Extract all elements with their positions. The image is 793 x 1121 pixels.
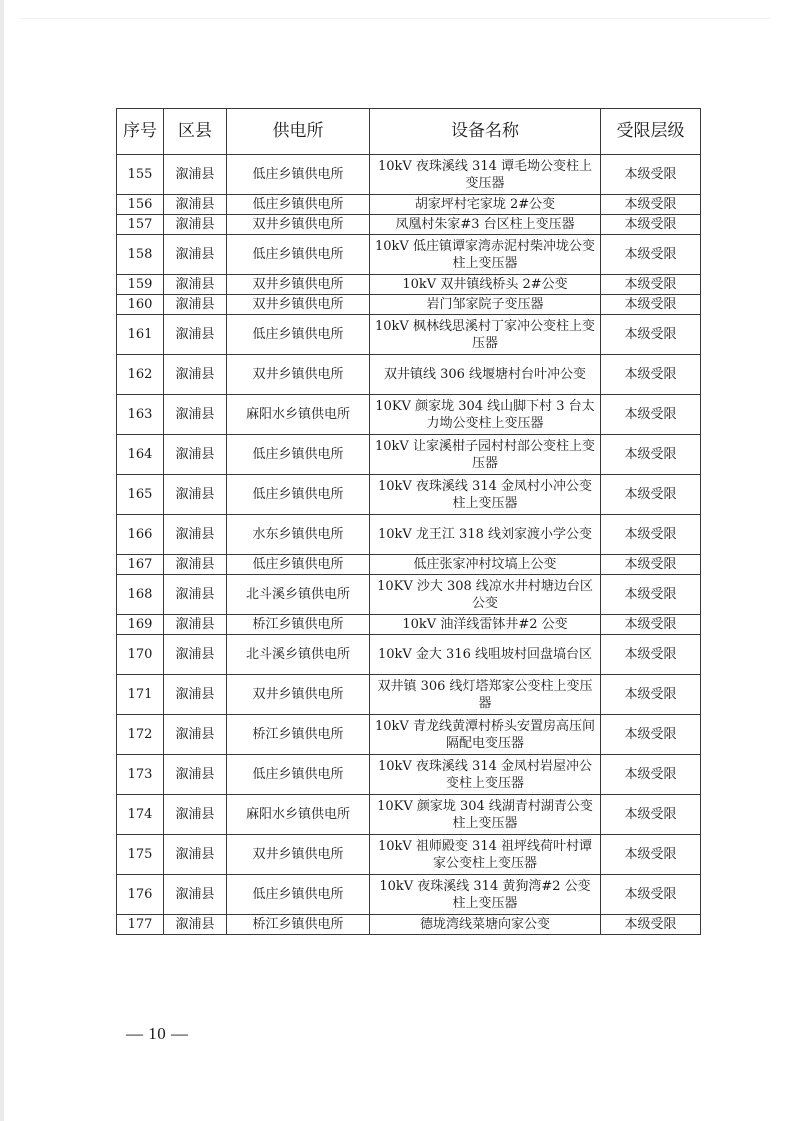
page-edge-shadow	[0, 0, 4, 1121]
table-row	[117, 795, 701, 835]
table-row	[117, 155, 701, 195]
row-station: 水东乡镇供电所	[227, 515, 370, 555]
table-row	[117, 675, 701, 715]
table-row	[117, 355, 701, 395]
row-county: 溆浦县	[164, 675, 227, 715]
row-device-name: 10KV 颜家垅 304 线山脚下村 3 台太力坳公变柱上变压器	[370, 395, 601, 435]
row-restriction-level: 本级受限	[601, 155, 701, 195]
row-number: 162	[117, 355, 164, 395]
row-restriction-level: 本级受限	[601, 215, 701, 235]
table-row	[117, 755, 701, 795]
row-county: 溆浦县	[164, 435, 227, 475]
row-station: 低庄乡镇供电所	[227, 195, 370, 215]
row-county: 溆浦县	[164, 315, 227, 355]
row-restriction-level: 本级受限	[601, 475, 701, 515]
restricted-equipment-table	[116, 108, 701, 935]
row-restriction-level: 本级受限	[601, 235, 701, 275]
row-station: 北斗溪乡镇供电所	[227, 575, 370, 615]
row-station: 低庄乡镇供电所	[227, 435, 370, 475]
row-number: 174	[117, 795, 164, 835]
row-device-name: 10kV 青龙线黄潭村桥头安置房高压间隔配电变压器	[370, 715, 601, 755]
row-station: 双井乡镇供电所	[227, 355, 370, 395]
row-station: 北斗溪乡镇供电所	[227, 635, 370, 675]
row-restriction-level: 本级受限	[601, 715, 701, 755]
row-device-name: 10kV 金大 316 线咀坡村回盘塙台区	[370, 635, 601, 675]
row-county: 溆浦县	[164, 555, 227, 575]
row-county: 溆浦县	[164, 195, 227, 215]
row-number: 176	[117, 875, 164, 915]
row-station: 双井乡镇供电所	[227, 835, 370, 875]
row-number: 161	[117, 315, 164, 355]
row-device-name: 双井镇线 306 线堰塘村台叶冲公变	[370, 355, 601, 395]
table-row	[117, 275, 701, 295]
row-county: 溆浦县	[164, 295, 227, 315]
row-number: 165	[117, 475, 164, 515]
row-county: 溆浦县	[164, 635, 227, 675]
page-number: — 10 —	[126, 1024, 189, 1043]
table-row	[117, 315, 701, 355]
table-row	[117, 435, 701, 475]
header-level: 受限层级	[601, 109, 701, 155]
row-restriction-level: 本级受限	[601, 915, 701, 935]
table-row	[117, 295, 701, 315]
row-county: 溆浦县	[164, 475, 227, 515]
header-station: 供电所	[227, 109, 370, 155]
row-restriction-level: 本级受限	[601, 615, 701, 635]
table-row	[117, 215, 701, 235]
header-device: 设备名称	[370, 109, 601, 155]
row-number: 157	[117, 215, 164, 235]
row-device-name: 10kV 油洋线雷钵井#2 公变	[370, 615, 601, 635]
row-device-name: 10kV 让家溪柑子园村村部公变柱上变压器	[370, 435, 601, 475]
row-number: 156	[117, 195, 164, 215]
row-number: 177	[117, 915, 164, 935]
row-restriction-level: 本级受限	[601, 675, 701, 715]
row-device-name: 低庄张家冲村坟塙上公变	[370, 555, 601, 575]
table-row	[117, 835, 701, 875]
row-restriction-level: 本级受限	[601, 575, 701, 615]
row-county: 溆浦县	[164, 615, 227, 635]
row-device-name: 凤凰村朱家#3 台区柱上变压器	[370, 215, 601, 235]
row-station: 桥江乡镇供电所	[227, 615, 370, 635]
row-restriction-level: 本级受限	[601, 795, 701, 835]
row-county: 溆浦县	[164, 515, 227, 555]
row-county: 溆浦县	[164, 275, 227, 295]
row-number: 171	[117, 675, 164, 715]
table-header-row	[117, 109, 701, 155]
row-device-name: 10kV 枫林线思溪村丁家冲公变柱上变压器	[370, 315, 601, 355]
row-station: 桥江乡镇供电所	[227, 715, 370, 755]
row-station: 双井乡镇供电所	[227, 295, 370, 315]
row-number: 175	[117, 835, 164, 875]
table-row	[117, 515, 701, 555]
row-number: 160	[117, 295, 164, 315]
row-county: 溆浦县	[164, 875, 227, 915]
row-restriction-level: 本级受限	[601, 355, 701, 395]
row-restriction-level: 本级受限	[601, 515, 701, 555]
row-number: 155	[117, 155, 164, 195]
table-row	[117, 475, 701, 515]
table-row	[117, 235, 701, 275]
row-device-name: 10KV 沙大 308 线凉水井村塘边台区公变	[370, 575, 601, 615]
row-device-name: 10kV 夜珠溪线 314 金凤村岩屋冲公变柱上变压器	[370, 755, 601, 795]
row-county: 溆浦县	[164, 915, 227, 935]
row-station: 低庄乡镇供电所	[227, 155, 370, 195]
row-station: 低庄乡镇供电所	[227, 755, 370, 795]
row-restriction-level: 本级受限	[601, 875, 701, 915]
row-county: 溆浦县	[164, 215, 227, 235]
table-row	[117, 195, 701, 215]
row-device-name: 岩门邹家院子变压器	[370, 295, 601, 315]
table-row	[117, 715, 701, 755]
row-number: 163	[117, 395, 164, 435]
row-county: 溆浦县	[164, 355, 227, 395]
row-restriction-level: 本级受限	[601, 315, 701, 355]
row-number: 164	[117, 435, 164, 475]
scan-line	[20, 18, 770, 19]
row-restriction-level: 本级受限	[601, 435, 701, 475]
row-number: 173	[117, 755, 164, 795]
row-device-name: 10kV 祖师殿变 314 祖坪线荷叶村谭家公变柱上变压器	[370, 835, 601, 875]
row-number: 158	[117, 235, 164, 275]
row-device-name: 10kV 双井镇线桥头 2#公变	[370, 275, 601, 295]
row-station: 双井乡镇供电所	[227, 675, 370, 715]
row-device-name: 胡家坪村宅家垅 2#公变	[370, 195, 601, 215]
row-county: 溆浦县	[164, 795, 227, 835]
row-number: 169	[117, 615, 164, 635]
row-station: 麻阳水乡镇供电所	[227, 795, 370, 835]
row-station: 双井乡镇供电所	[227, 215, 370, 235]
row-county: 溆浦县	[164, 755, 227, 795]
row-station: 低庄乡镇供电所	[227, 555, 370, 575]
row-station: 低庄乡镇供电所	[227, 875, 370, 915]
row-device-name: 德垅湾线菜塘向家公变	[370, 915, 601, 935]
row-number: 167	[117, 555, 164, 575]
row-county: 溆浦县	[164, 235, 227, 275]
row-restriction-level: 本级受限	[601, 395, 701, 435]
row-number: 168	[117, 575, 164, 615]
row-station: 麻阳水乡镇供电所	[227, 395, 370, 435]
row-restriction-level: 本级受限	[601, 195, 701, 215]
row-device-name: 10KV 颜家垅 304 线湖青村湖青公变柱上变压器	[370, 795, 601, 835]
table-row	[117, 575, 701, 615]
row-restriction-level: 本级受限	[601, 555, 701, 575]
row-number: 159	[117, 275, 164, 295]
row-device-name: 10kV 夜珠溪线 314 谭毛坳公变柱上变压器	[370, 155, 601, 195]
row-number: 170	[117, 635, 164, 675]
row-number: 172	[117, 715, 164, 755]
row-restriction-level: 本级受限	[601, 295, 701, 315]
header-county: 区县	[164, 109, 227, 155]
row-county: 溆浦县	[164, 835, 227, 875]
row-station: 桥江乡镇供电所	[227, 915, 370, 935]
header-no: 序号	[117, 109, 164, 155]
row-device-name: 10kV 夜珠溪线 314 金凤村小冲公变柱上变压器	[370, 475, 601, 515]
row-restriction-level: 本级受限	[601, 755, 701, 795]
row-restriction-level: 本级受限	[601, 835, 701, 875]
table-row	[117, 915, 701, 935]
row-county: 溆浦县	[164, 715, 227, 755]
table-row	[117, 615, 701, 635]
row-device-name: 双井镇 306 线灯塔郑家公变柱上变压器	[370, 675, 601, 715]
table-row	[117, 635, 701, 675]
row-number: 166	[117, 515, 164, 555]
row-station: 低庄乡镇供电所	[227, 315, 370, 355]
row-restriction-level: 本级受限	[601, 635, 701, 675]
row-county: 溆浦县	[164, 395, 227, 435]
row-device-name: 10kV 龙王江 318 线刘家渡小学公变	[370, 515, 601, 555]
table-row	[117, 555, 701, 575]
table-row	[117, 395, 701, 435]
row-station: 低庄乡镇供电所	[227, 235, 370, 275]
row-county: 溆浦县	[164, 155, 227, 195]
row-restriction-level: 本级受限	[601, 275, 701, 295]
row-device-name: 10kV 夜珠溪线 314 黄狗湾#2 公变柱上变压器	[370, 875, 601, 915]
row-station: 双井乡镇供电所	[227, 275, 370, 295]
table-body	[117, 155, 701, 935]
row-county: 溆浦县	[164, 575, 227, 615]
table-row	[117, 875, 701, 915]
row-device-name: 10kV 低庄镇谭家湾赤泥村柴冲垅公变柱上变压器	[370, 235, 601, 275]
row-station: 低庄乡镇供电所	[227, 475, 370, 515]
